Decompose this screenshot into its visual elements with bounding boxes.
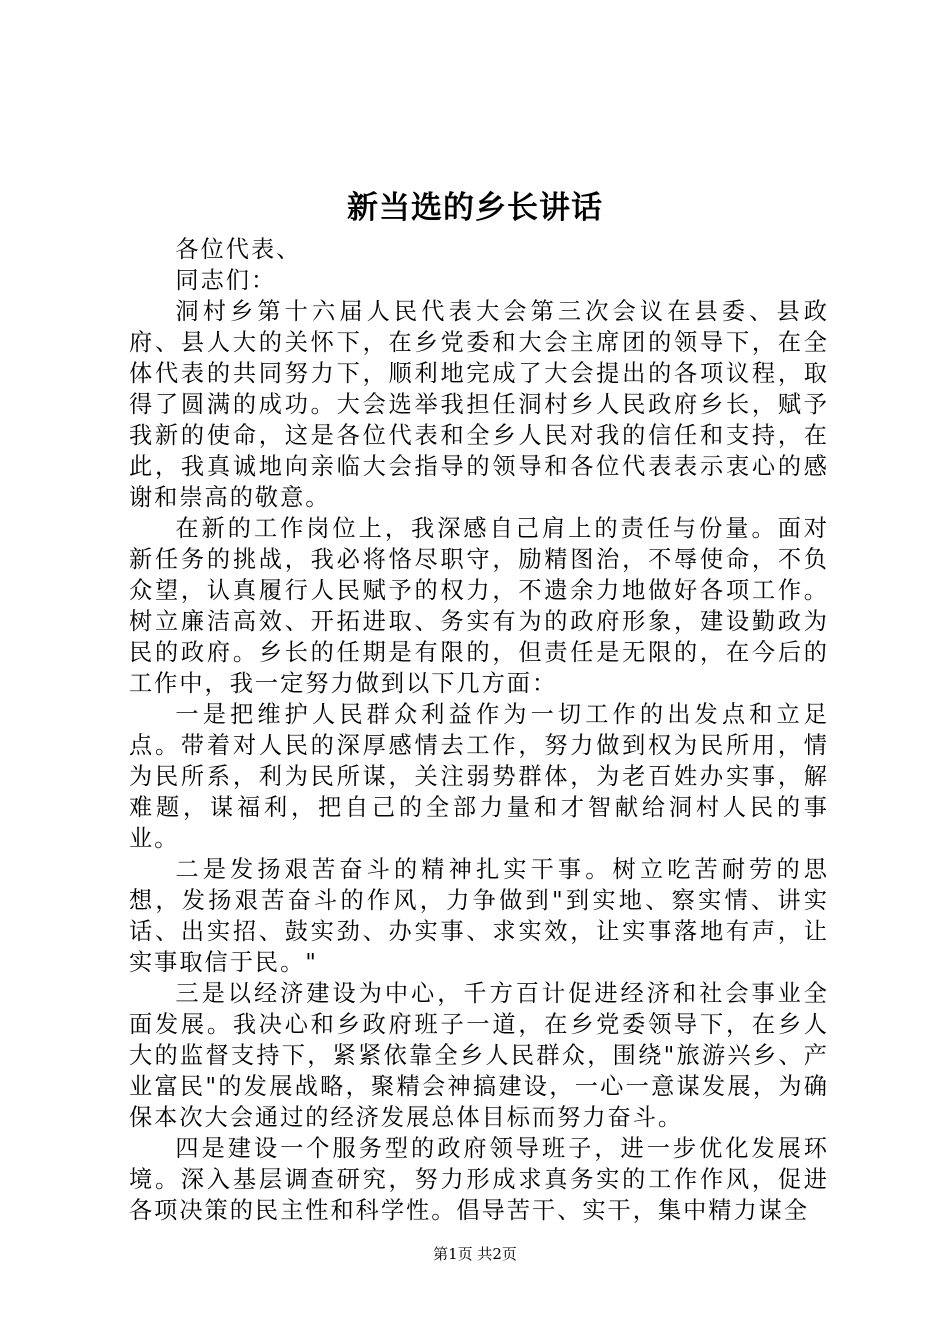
- body-paragraph: 一是把维护人民群众利益作为一切工作的出发点和立足点。带着对人民的深厚感情去工作，努力做到权为民所用，情为民所系，利为民所谋，关注弱势群体，为老百姓办实事，解难题，谋福利，把自己的全部力量和才智献给洞村人民的事业。: [129, 701, 829, 852]
- document-title: 新当选的乡长讲话: [347, 190, 603, 226]
- body-paragraph: 三是以经济建设为中心，千方百计促进经济和社会事业全面发展。我决心和乡政府班子一道，在乡党委领导下，在乡人大的监督支持下，紧紧依靠全乡人民群众，围绕"旅游兴乡、产业富民"的发展战略，聚精会神搞建设，一心一意谋发展，为确保本次大会通过的经济发展总体目标而努力奋斗。: [129, 980, 829, 1131]
- document-body: [129, 234, 829, 1226]
- salutation-line: 同志们：: [175, 267, 277, 294]
- body-paragraph: 洞村乡第十六届人民代表大会第三次会议在县委、县政府、县人大的关怀下，在乡党委和大会主席团的领导下，在全体代表的共同努力下，顺利地完成了大会提出的各项议程，取得了圆满的成功。大会选举我担任洞村乡人民政府乡长，赋予我新的使命，这是各位代表和全乡人民对我的信任和支持，在此，我真诚地向亲临大会指导的领导和各位代表表示衷心的感谢和崇高的敬意。: [129, 298, 829, 511]
- page-number-footer: 第1页 共2页: [433, 1245, 517, 1263]
- body-paragraph: 在新的工作岗位上，我深感自己肩上的责任与份量。面对新任务的挑战，我必将恪尽职守，励精图治，不辱使命，不负众望，认真履行人民赋予的权力，不遗余力地做好各项工作。树立廉洁高效、开拓进取、务实有为的政府形象，建设勤政为民的政府。乡长的任期是有限的，但责任是无限的，在今后的工作中，我一定努力做到以下几方面：: [129, 515, 829, 697]
- body-paragraph: 二是发扬艰苦奋斗的精神扎实干事。树立吃苦耐劳的思想，发扬艰苦奋斗的作风，力争做到"到实地、察实情、讲实话、出实招、鼓实劲、办实事、求实效，让实事落地有声，让实事取信于民。": [129, 856, 829, 976]
- salutation-line: 各位代表、: [175, 236, 302, 263]
- body-paragraph: 四是建设一个服务型的政府领导班子，进一步优化发展环境。深入基层调查研究，努力形成求真务实的工作作风，促进各项决策的民主性和科学性。倡导苦干、实干，集中精力谋全: [129, 1135, 829, 1224]
